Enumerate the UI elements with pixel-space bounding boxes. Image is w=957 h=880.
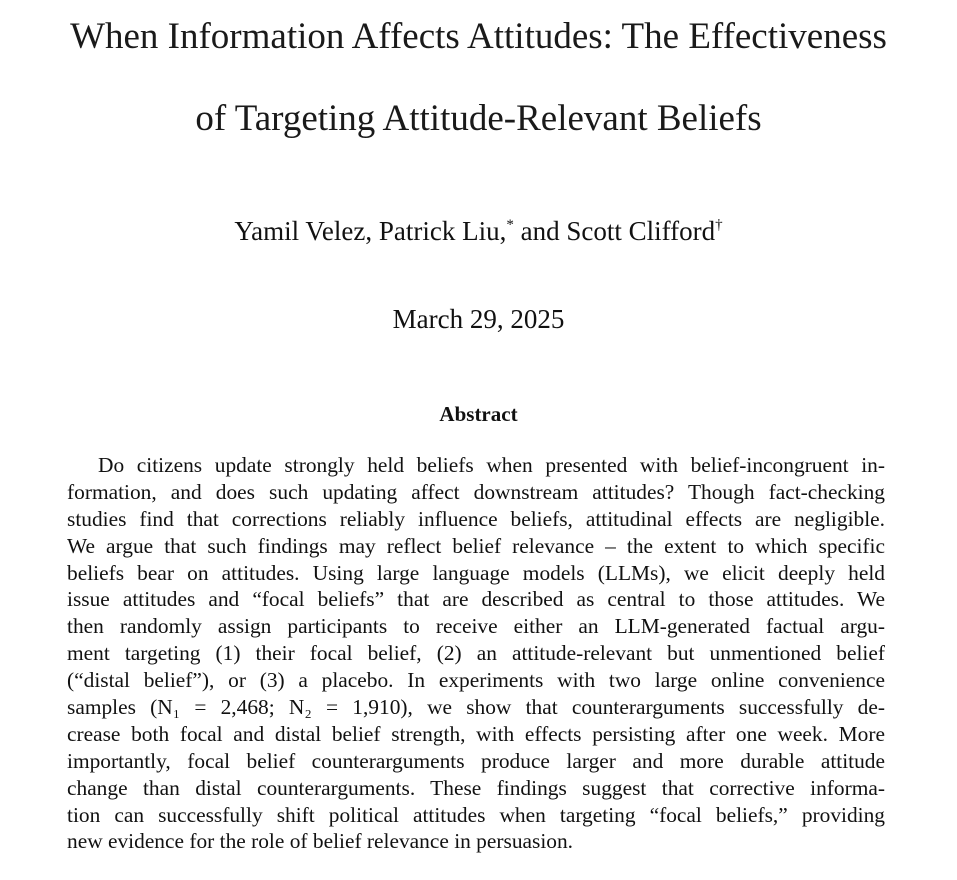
abstract-line: change than distal counterarguments. These findings suggest that corrective informa-	[67, 775, 885, 800]
abstract-line: tion can successfully shift political attitudes when targeting “focal beliefs,” providing	[67, 802, 885, 827]
abstract-line: ment targeting (1) their focal belief, (2) an attitude-relevant but unmentioned belief	[67, 641, 885, 666]
abstract-body	[67, 452, 885, 855]
author-list	[0, 214, 957, 248]
abstract-line: formation, and does such updating affect downstream attitudes? Though fact-checking	[67, 479, 885, 504]
abstract-line: samples (N₁ = 2,468; N₂ = 1,910), we show that counterarguments successfully de-	[67, 695, 885, 720]
abstract-line: (“distal belief”), or (3) a placebo. In experiments with two large online convenience	[67, 668, 885, 693]
footnote-mark: *	[506, 217, 514, 233]
abstract-line: issue attitudes and “focal beliefs” that are described as central to those attitudes. We	[67, 587, 885, 612]
abstract-heading: Abstract	[439, 402, 518, 426]
abstract-line: crease both focal and distal belief strength, with effects persisting after one week. More	[67, 721, 885, 746]
publication-date: March 29, 2025	[392, 304, 565, 334]
author-name: Patrick Liu,	[378, 216, 507, 246]
abstract-line: Do citizens update strongly held beliefs when presented with belief-incongruent in-	[98, 453, 885, 477]
abstract-line: then randomly assign participants to receive either an LLM-generated factual argu-	[67, 614, 885, 639]
author-name: Scott Clifford	[566, 216, 716, 246]
abstract-line: beliefs bear on attitudes. Using large language models (LLMs), we elicit deeply held	[67, 560, 885, 585]
abstract-line: new evidence for the role of belief relevance in persuasion.	[67, 829, 574, 854]
abstract-line: studies find that corrections reliably influence beliefs, attitudinal effects are negligible.	[67, 506, 885, 531]
abstract-line: We argue that such findings may reflect belief relevance – the extent to which specific	[67, 533, 885, 558]
paper-title-line-1: When Information Affects Attitudes: The Effectiveness	[70, 16, 887, 57]
footnote-mark: †	[715, 217, 723, 233]
abstract-line: importantly, focal belief counterarguments produce larger and more durable attitude	[67, 748, 885, 773]
author-connector: and	[513, 216, 567, 246]
paper-title-line-2: of Targeting Attitude-Relevant Beliefs	[195, 98, 762, 139]
author-name: Yamil Velez,	[234, 216, 379, 246]
